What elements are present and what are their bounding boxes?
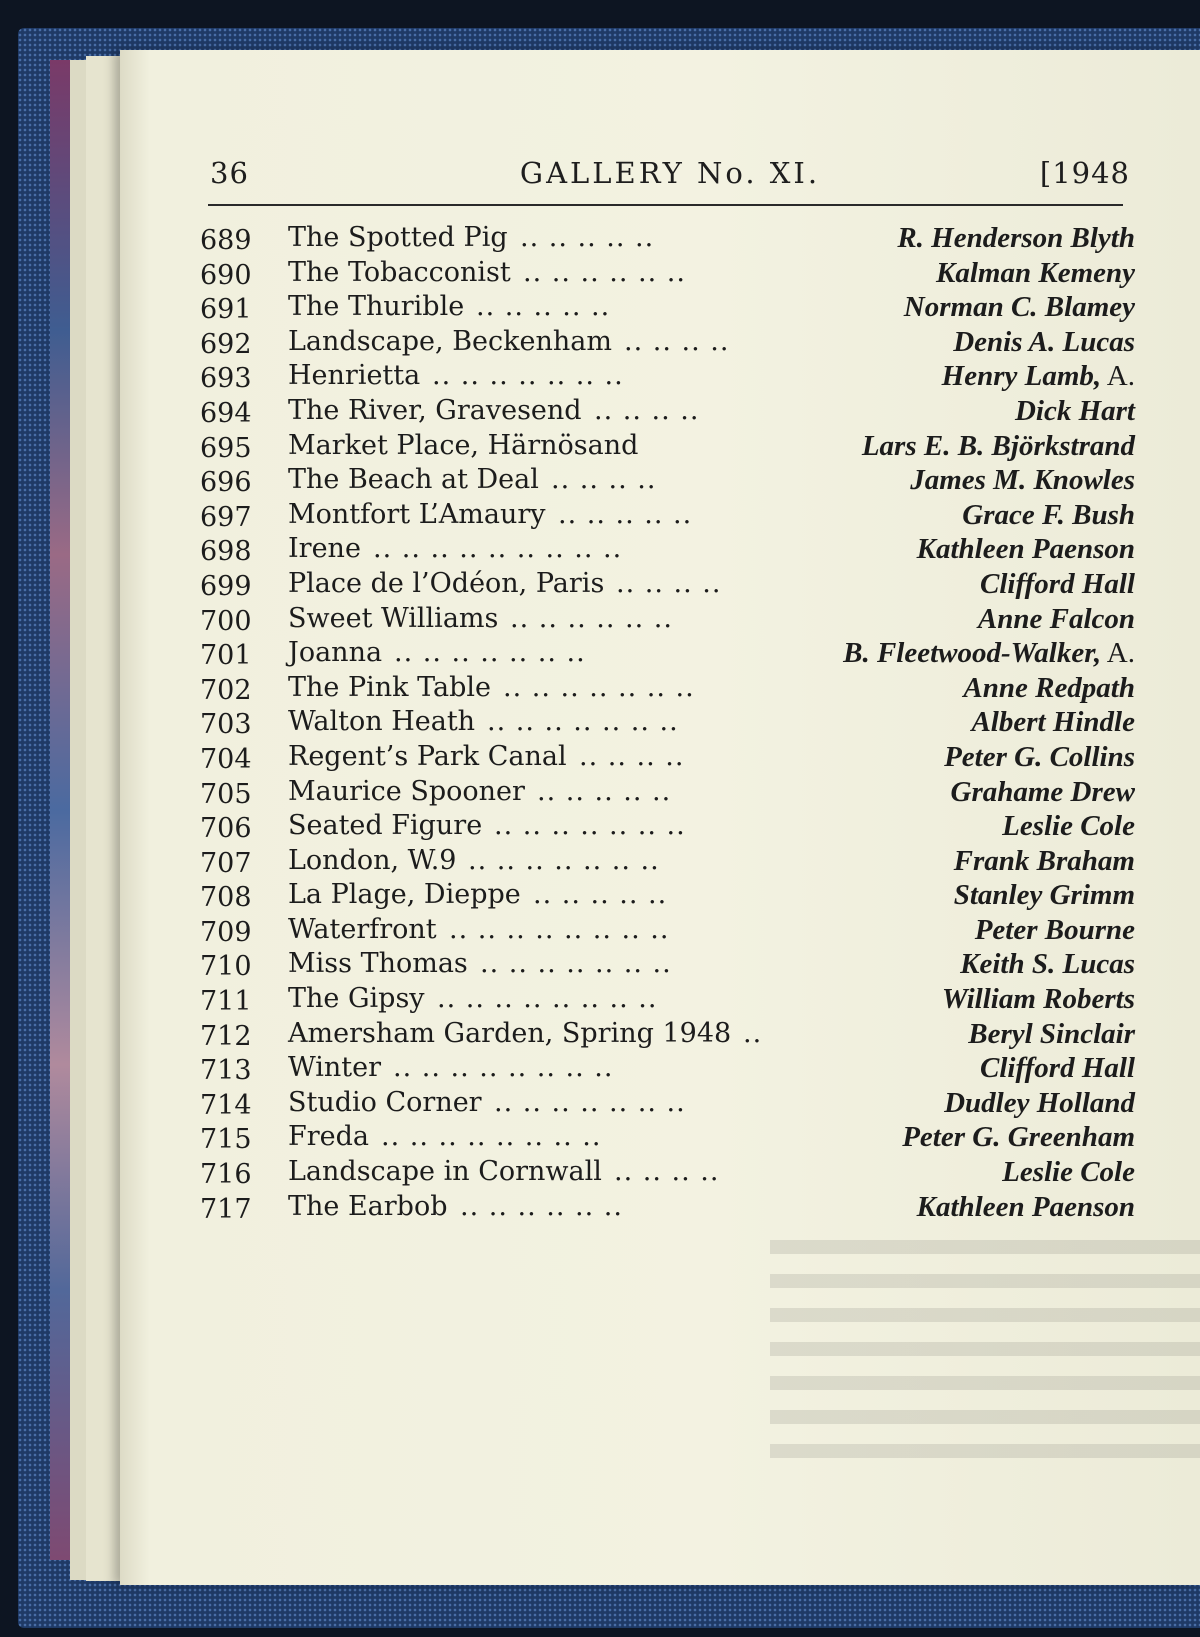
entry-artist <box>1002 1155 1135 1189</box>
entry-title: London, W.9 <box>288 844 457 876</box>
dot-leader: .. .. .. .. .. .. <box>510 602 673 634</box>
entry-artist <box>971 705 1135 739</box>
entry-artist <box>968 1017 1135 1051</box>
catalogue-entry <box>200 913 1135 948</box>
dot-leader: .. .. .. .. .. .. <box>523 256 686 288</box>
entry-title: Seated Figure <box>288 810 483 842</box>
entry-artist <box>963 671 1135 705</box>
entry-artist <box>951 775 1135 809</box>
entry-number: 703 <box>200 709 252 741</box>
dot-leader: .. .. .. .. .. <box>558 498 693 530</box>
dot-leader: .. .. .. .. .. .. .. <box>487 706 679 738</box>
entry-artist <box>902 1120 1135 1154</box>
running-title: GALLERY No. XI. <box>519 156 821 190</box>
entry-title: Waterfront <box>288 913 437 945</box>
catalogue-entry <box>200 290 1135 325</box>
show-through-text <box>770 1240 1200 1470</box>
artist-name: Kathleen Paenson <box>916 533 1135 566</box>
artist-name: Clifford Hall <box>980 567 1135 600</box>
entry-number: 696 <box>200 467 252 499</box>
dot-leader: .. .. .. .. <box>616 567 722 599</box>
catalogue-entry <box>200 982 1135 1017</box>
entry-title: The Gipsy <box>288 983 425 1015</box>
entry-number: 704 <box>200 743 252 775</box>
dot-leader: .. .. .. .. <box>614 1156 720 1188</box>
catalogue-entry <box>200 463 1135 498</box>
dot-leader: .. .. .. .. .. .. .. <box>494 810 686 842</box>
dot-leader: .. .. .. .. .. .. .. <box>394 637 586 669</box>
entry-number: 715 <box>200 1124 252 1156</box>
entry-artist <box>843 636 1135 670</box>
dot-leader: .. <box>743 1017 763 1049</box>
artist-name: Stanley Grimm <box>953 879 1135 912</box>
entry-number: 706 <box>200 813 252 845</box>
entry-title: Studio Corner <box>288 1086 482 1118</box>
entry-number: 689 <box>200 225 252 256</box>
catalogue-entry <box>200 1051 1135 1086</box>
entry-number: 711 <box>200 986 252 1018</box>
artist-name: Albert Hindle <box>971 706 1135 739</box>
dot-leader: .. .. .. .. <box>624 325 730 357</box>
dot-leader: .. .. .. .. .. .. .. .. .. <box>373 533 623 565</box>
entry-title: The Pink Table <box>288 671 492 703</box>
entry-title: Walton Heath <box>288 706 476 738</box>
catalogue-entry <box>200 498 1135 533</box>
entry-number: 692 <box>200 328 252 360</box>
entry-number: 707 <box>200 847 252 879</box>
entry-artist <box>942 359 1135 393</box>
catalogue-entry <box>200 878 1135 913</box>
dot-leader: .. .. .. .. .. .. .. <box>480 948 672 980</box>
entry-artist <box>962 498 1135 532</box>
artist-name: William Roberts <box>941 983 1135 1016</box>
artist-name: Kalman Kemeny <box>936 256 1135 289</box>
entry-number: 698 <box>200 536 252 568</box>
artist-name: Anne Redpath <box>963 671 1135 704</box>
catalogue-entry <box>200 671 1135 706</box>
header-rule <box>208 204 1123 206</box>
dot-leader: .. .. .. .. .. .. .. .. <box>381 1121 602 1153</box>
catalogue-entry <box>200 1190 1135 1225</box>
catalogue-entry <box>200 532 1135 567</box>
artist-suffix: A. <box>1101 637 1135 670</box>
artist-name: Peter Bourne <box>974 913 1135 946</box>
dot-leader: .. .. .. .. .. .. .. .. <box>449 913 670 945</box>
entry-number: 694 <box>200 397 252 429</box>
catalogue-entry <box>200 705 1135 740</box>
artist-name: Kathleen Paenson <box>916 1190 1135 1223</box>
entry-number: 690 <box>200 259 252 291</box>
artist-name: Frank Braham <box>953 844 1135 877</box>
catalogue-entry <box>200 1086 1135 1121</box>
dot-leader: .. .. .. .. <box>579 740 685 772</box>
year-label: [1948 <box>1039 156 1130 190</box>
catalogue-entry <box>200 567 1135 602</box>
artist-name: Peter G. Greenham <box>902 1121 1135 1154</box>
entry-title: Montfort L’Amaury <box>288 498 546 530</box>
entry-artist <box>862 429 1135 463</box>
catalogue-entry <box>200 359 1135 394</box>
catalogue-entry <box>200 429 1135 464</box>
entry-artist <box>910 463 1135 497</box>
page-number: 36 <box>210 156 249 190</box>
dot-leader: .. .. .. .. .. <box>476 291 611 323</box>
entry-title: Henrietta <box>288 360 421 392</box>
artist-name: Beryl Sinclair <box>968 1017 1135 1050</box>
catalogue-entry <box>200 1155 1135 1190</box>
entry-number: 713 <box>200 1055 252 1087</box>
catalogue-entry <box>200 256 1135 291</box>
dot-leader: .. .. .. .. .. .. <box>460 1190 623 1222</box>
catalogue-entry <box>200 1017 1135 1052</box>
artist-name: Dick Hart <box>1014 394 1135 427</box>
entry-title: The Beach at Deal <box>288 464 539 496</box>
marbled-page-edge <box>50 60 72 1560</box>
dot-leader: .. .. .. .. .. .. .. .. <box>437 983 658 1015</box>
entry-artist <box>978 602 1135 636</box>
entry-title: Market Place, Härnösand <box>288 429 639 461</box>
catalogue-entry <box>200 947 1135 982</box>
entry-number: 714 <box>200 1089 252 1121</box>
entry-title: Joanna <box>288 637 383 669</box>
dot-leader: .. .. .. .. .. .. .. <box>468 844 660 876</box>
entry-number: 700 <box>200 605 252 637</box>
entry-artist <box>904 290 1135 324</box>
entry-title: Freda <box>288 1121 369 1153</box>
entry-number: 709 <box>200 916 252 948</box>
entry-artist <box>954 844 1135 878</box>
entry-title: Amersham Garden, Spring 1948 <box>288 1017 732 1049</box>
artist-name: R. Henderson Blyth <box>897 222 1135 254</box>
entry-title: The River, Gravesend <box>288 394 582 426</box>
catalogue-entry <box>200 221 1135 256</box>
entry-artist <box>944 1086 1135 1120</box>
entry-title: The Spotted Pig <box>288 222 508 253</box>
entry-number: 710 <box>200 951 252 983</box>
artist-name: Norman C. Blamey <box>903 291 1135 324</box>
catalogue-list <box>200 221 1135 1224</box>
entry-number: 712 <box>200 1020 252 1052</box>
artist-name: James M. Knowles <box>910 464 1135 497</box>
entry-title: The Thurible <box>288 291 465 323</box>
entry-number: 699 <box>200 570 252 602</box>
entry-title: Winter <box>288 1052 382 1084</box>
entry-artist <box>960 947 1135 981</box>
catalogue-entry <box>200 636 1135 671</box>
catalogue-entry <box>200 809 1135 844</box>
entry-number: 716 <box>200 1159 252 1191</box>
artist-name: Lars E. B. Björkstrand <box>861 429 1135 462</box>
entry-title: Irene <box>288 533 361 565</box>
catalogue-entry <box>200 844 1135 879</box>
entry-title: Sweet Williams <box>288 602 499 634</box>
entry-artist <box>936 256 1135 290</box>
dot-leader: .. .. .. .. <box>594 394 700 426</box>
entry-artist <box>980 1051 1135 1085</box>
artist-name: Peter G. Collins <box>944 740 1135 773</box>
entry-artist <box>942 982 1135 1016</box>
entry-artist <box>917 1190 1135 1224</box>
entry-artist <box>1015 394 1135 428</box>
artist-name: Grahame Drew <box>950 775 1135 808</box>
entry-title: The Tobacconist <box>288 256 511 288</box>
entry-artist <box>897 221 1135 255</box>
dot-leader: .. .. .. .. .. .. .. <box>494 1086 686 1118</box>
entry-title: The Earbob <box>288 1190 448 1222</box>
entry-number: 702 <box>200 674 252 706</box>
page-header <box>210 150 1130 194</box>
artist-name: Dudley Holland <box>944 1086 1135 1119</box>
catalogue-entry <box>200 325 1135 360</box>
entry-artist <box>953 325 1135 359</box>
entry-title: Landscape, Beckenham <box>288 325 612 357</box>
entry-artist <box>975 913 1135 947</box>
artist-name: Clifford Hall <box>980 1052 1135 1085</box>
entry-title: Place de l’Odéon, Paris <box>288 567 605 599</box>
entry-number: 701 <box>200 640 252 672</box>
entry-artist <box>954 878 1135 912</box>
entry-title: Miss Thomas <box>288 948 468 980</box>
artist-name: Grace F. Bush <box>962 498 1135 531</box>
entry-artist <box>917 532 1135 566</box>
catalogue-entry <box>200 775 1135 810</box>
entry-number: 691 <box>200 294 252 326</box>
artist-name: Keith S. Lucas <box>960 948 1135 981</box>
dot-leader: .. .. .. .. .. <box>537 775 672 807</box>
artist-name: Leslie Cole <box>1002 810 1135 843</box>
catalogue-entry <box>200 1120 1135 1155</box>
entry-number: 697 <box>200 501 252 533</box>
artist-name: B. Fleetwood-Walker, <box>843 637 1102 670</box>
artist-name: Henry Lamb, <box>941 360 1102 393</box>
dot-leader: .. .. .. .. .. <box>520 222 655 253</box>
artist-name: Denis A. Lucas <box>953 325 1135 358</box>
artist-suffix: A. <box>1101 360 1135 393</box>
artist-name: Leslie Cole <box>1002 1156 1135 1189</box>
dot-leader: .. .. .. .. .. .. .. <box>432 360 624 392</box>
entry-number: 693 <box>200 363 252 395</box>
catalogue-entry <box>200 394 1135 429</box>
dot-leader: .. .. .. .. .. .. .. <box>503 671 695 703</box>
entry-number: 708 <box>200 882 252 914</box>
entry-number: 705 <box>200 778 252 810</box>
entry-artist <box>1002 809 1135 843</box>
entry-artist <box>980 567 1135 601</box>
entry-title: Landscape in Cornwall <box>288 1156 602 1188</box>
dot-leader: .. .. .. .. .. <box>533 879 668 911</box>
catalogue-entry <box>200 602 1135 637</box>
entry-number: 717 <box>200 1193 252 1225</box>
dot-leader: .. .. .. .. .. .. .. .. <box>393 1052 614 1084</box>
dot-leader: .. .. .. .. <box>551 464 657 496</box>
artist-name: Anne Falcon <box>977 602 1135 635</box>
catalogue-entry <box>200 740 1135 775</box>
entry-number: 695 <box>200 432 252 464</box>
entry-title: La Plage, Dieppe <box>288 879 521 911</box>
entry-artist <box>944 740 1135 774</box>
entry-title: Maurice Spooner <box>288 775 525 807</box>
entry-title: Regent’s Park Canal <box>288 740 567 772</box>
